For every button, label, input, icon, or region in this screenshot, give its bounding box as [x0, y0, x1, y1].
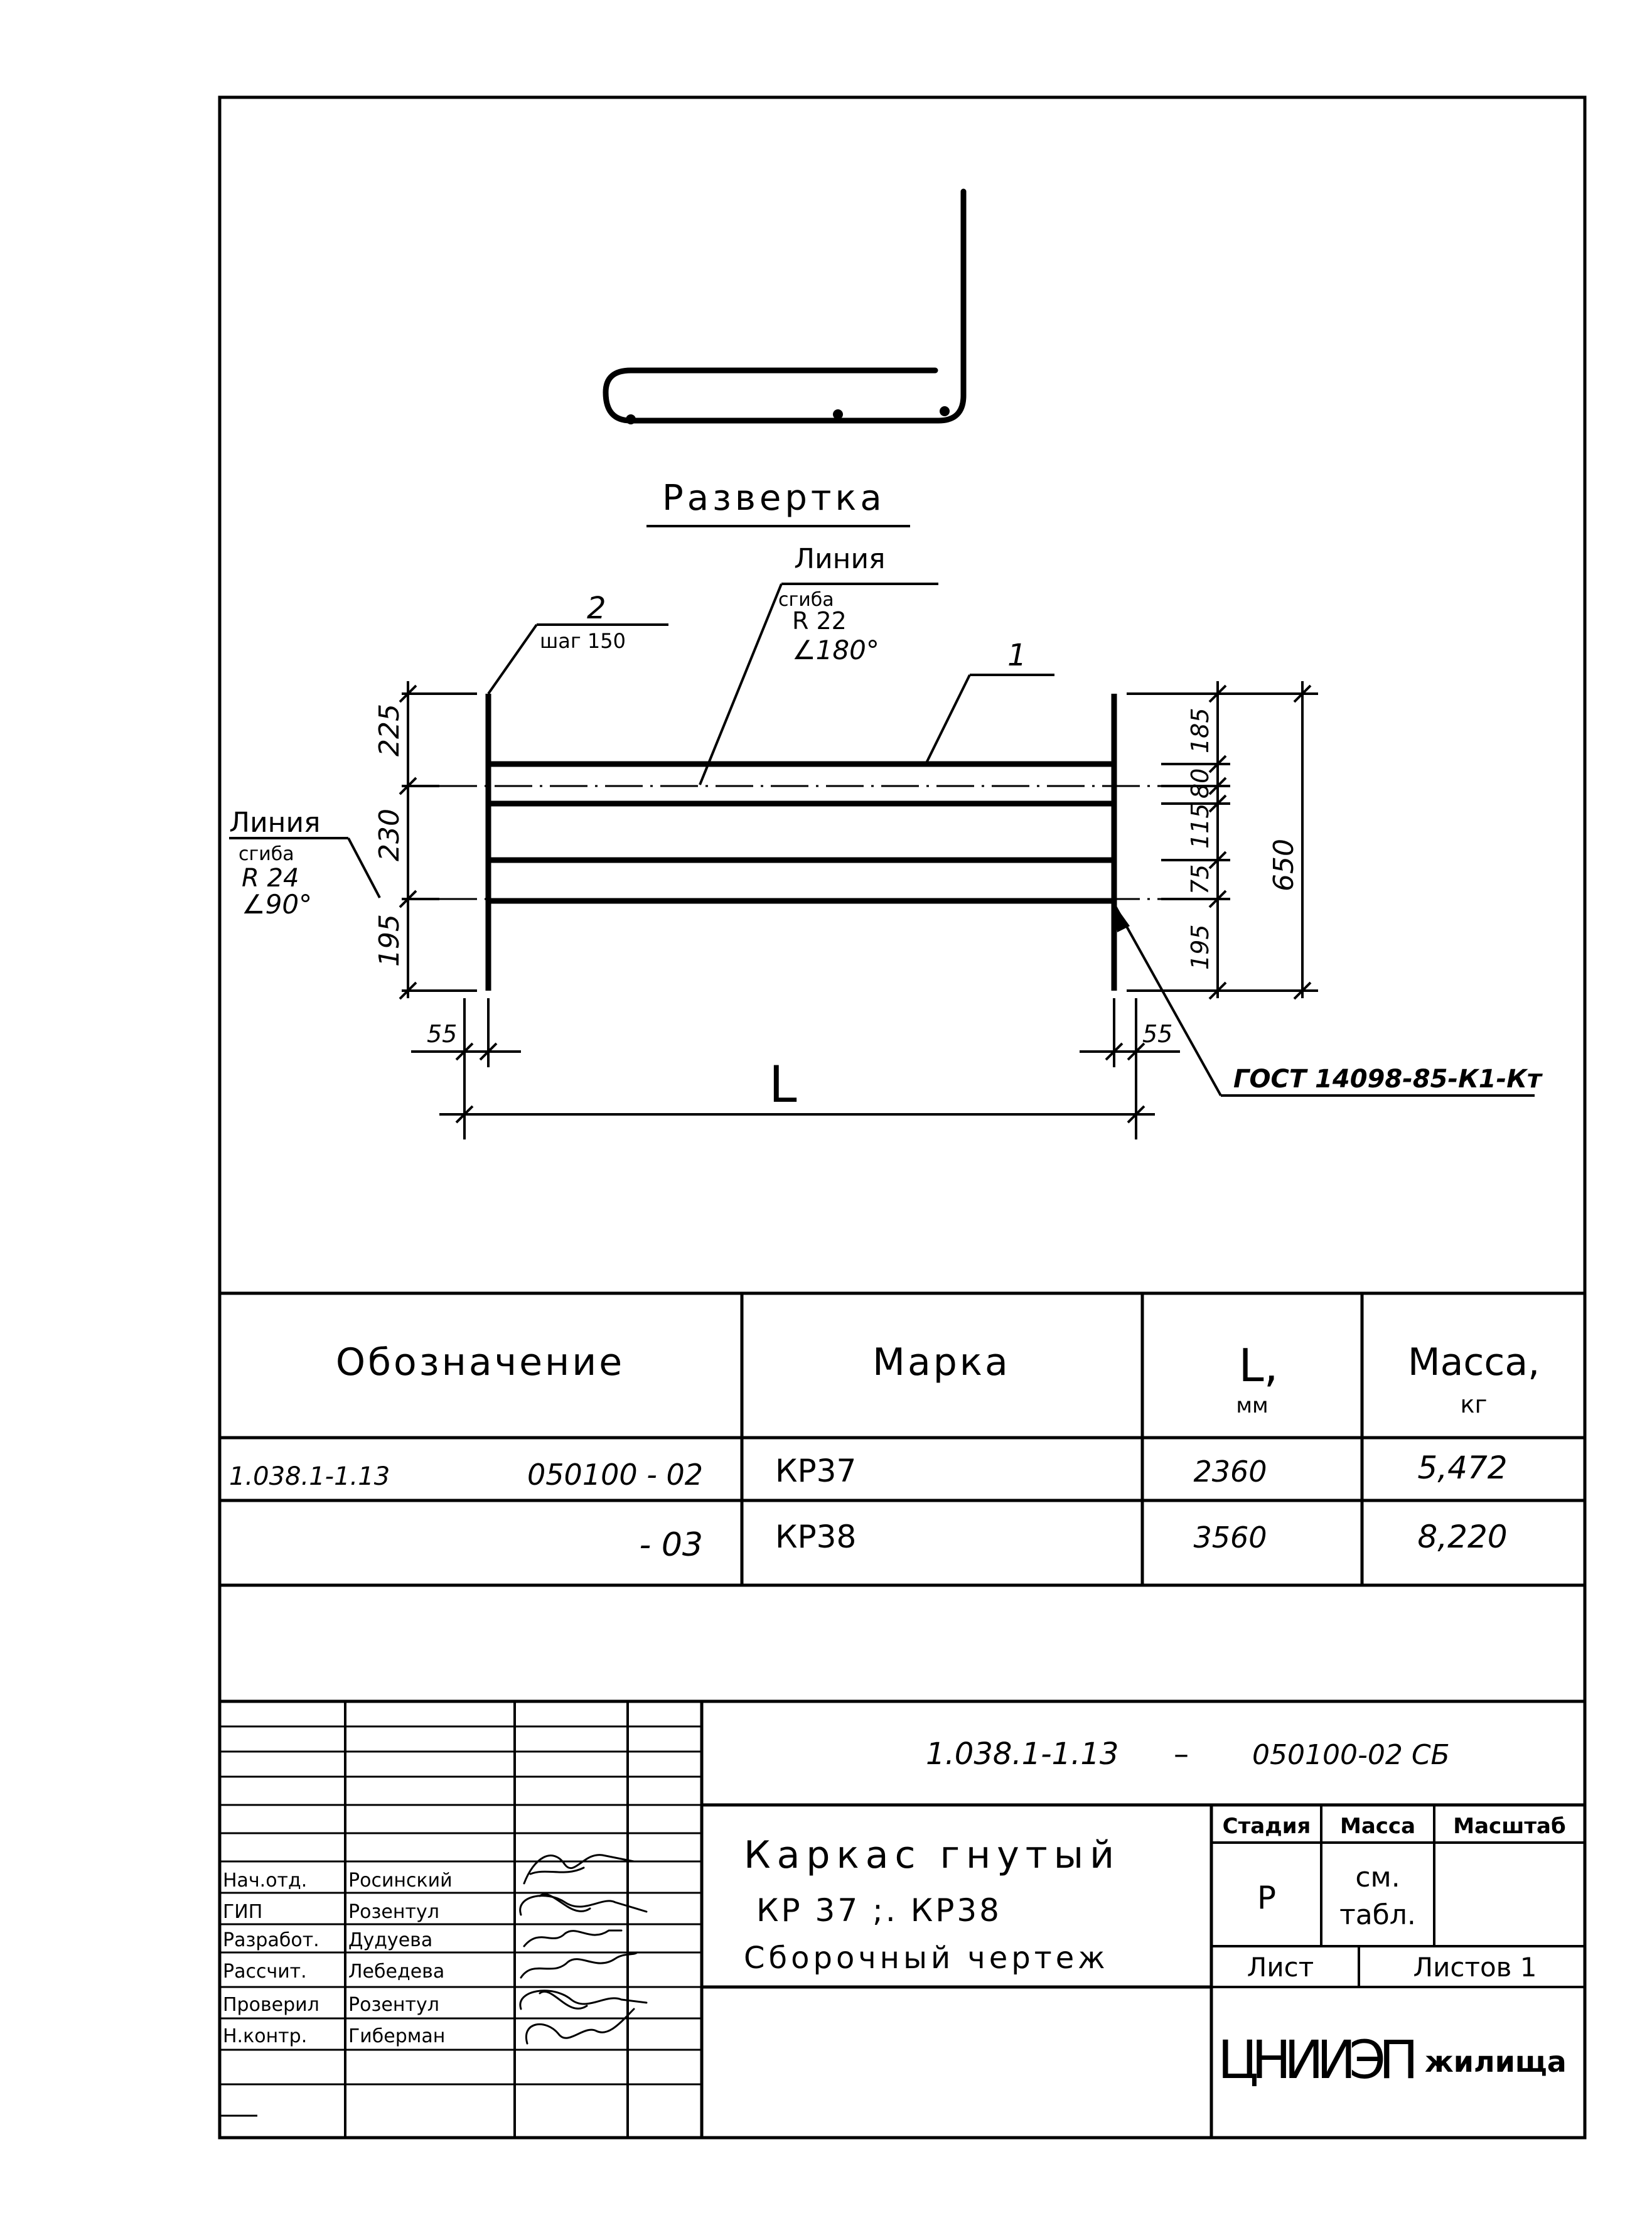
- dim-left-195: 195: [373, 914, 405, 967]
- dim-right-115: 115: [1186, 803, 1214, 849]
- bend-top-sub: сгиба: [778, 589, 834, 611]
- row1-mark: КР37: [775, 1453, 857, 1489]
- pos2-step: шаг 150: [540, 629, 626, 653]
- bend-left-sub: сгиба: [239, 843, 294, 865]
- sig-name-4: Лебедева: [348, 1961, 445, 1983]
- dim-left-chain: [400, 681, 477, 999]
- tb-org-main: ЦНИИЭП: [1218, 2029, 1419, 2091]
- tb-scale-label: Масштаб: [1453, 1814, 1566, 1839]
- header-mass-unit: кг: [1460, 1391, 1488, 1418]
- pos2-mark: 2: [587, 591, 606, 626]
- bend-left-angle: ∠90°: [242, 889, 313, 920]
- bend-top-angle: ∠180°: [792, 635, 879, 665]
- row1-suffix: 050100 - 02: [527, 1458, 703, 1492]
- row2-suffix: - 03: [639, 1526, 703, 1564]
- tb-mass-value-2: табл.: [1339, 1899, 1416, 1931]
- dim-55-left: 55: [427, 1020, 458, 1048]
- tb-mass-label: Масса: [1339, 1814, 1416, 1839]
- dim-L: L: [769, 1055, 797, 1114]
- row1-length: 2360: [1193, 1455, 1267, 1489]
- sig-role-3: Разработ.: [223, 1929, 319, 1951]
- spec-table-grid: [220, 1293, 1585, 1585]
- header-length-unit: мм: [1236, 1393, 1268, 1418]
- bend-left-radius: R 24: [242, 864, 299, 893]
- row2-length: 3560: [1193, 1521, 1267, 1554]
- sig-name-2: Розентул: [348, 1901, 439, 1923]
- row1-mass: 5,472: [1417, 1450, 1508, 1486]
- dim-left-225: 225: [373, 704, 405, 757]
- bend-top-radius: R 22: [792, 607, 847, 635]
- sig-role-5: Проверил: [223, 1994, 319, 2016]
- sig-name-1: Росинский: [348, 1870, 453, 1892]
- dim-right-75: 75: [1186, 864, 1214, 895]
- tb-signatures: [223, 1870, 453, 2047]
- dim-left-230: 230: [373, 809, 405, 861]
- unfold-title: Развертка: [662, 478, 886, 519]
- leader-pos1: [926, 675, 1054, 764]
- row2-mass: 8,220: [1417, 1519, 1508, 1555]
- tb-sheets-label: Листов 1: [1413, 1952, 1537, 1983]
- sig-role-2: ГИП: [223, 1901, 263, 1923]
- tb-stage-label: Стадия: [1222, 1814, 1311, 1839]
- bend-top-word: Линия: [794, 543, 886, 575]
- tb-object-line3: Сборочный чертеж: [744, 1941, 1109, 1976]
- header-mass: Масса,: [1407, 1340, 1540, 1384]
- tb-mass-value-1: см.: [1355, 1861, 1400, 1893]
- tb-doc-code: 1.038.1-1.13: [926, 1737, 1119, 1772]
- sig-role-1: Нач.отд.: [223, 1870, 308, 1892]
- tb-sheet-label: Лист: [1247, 1952, 1314, 1983]
- pos1-mark: 1: [1007, 638, 1027, 673]
- cage-bars: [488, 694, 1114, 991]
- sig-name-6: Гиберман: [348, 2025, 446, 2047]
- tb-dash: –: [1174, 1737, 1189, 1772]
- dim-right-80: 80: [1186, 768, 1214, 799]
- header-designation: Обозначение: [335, 1340, 625, 1384]
- sig-name-3: Дудуева: [348, 1929, 433, 1951]
- row2-mark: КР38: [775, 1519, 857, 1555]
- row1-code: 1.038.1-1.13: [229, 1462, 390, 1491]
- sig-role-6: Н.контр.: [223, 2025, 308, 2047]
- dim-right-195: 195: [1186, 924, 1214, 970]
- sig-role-4: Рассчит.: [223, 1961, 307, 1983]
- header-length: L,: [1238, 1339, 1279, 1392]
- tb-object-line2: КР 37 ;. КР38: [756, 1892, 1002, 1929]
- tb-org-sub: жилища: [1425, 2045, 1567, 2079]
- dim-right-185: 185: [1186, 708, 1214, 753]
- sig-name-5: Розентул: [348, 1994, 439, 2016]
- tb-object-line1: Каркас гнутый: [744, 1833, 1121, 1877]
- dim-total-650: 650: [1268, 839, 1300, 891]
- tb-doc-number: 050100-02 СБ: [1252, 1739, 1450, 1771]
- bent-bar-view: [606, 191, 963, 421]
- gost-label: ГОСТ 14098-85-К1-Кт: [1233, 1065, 1542, 1094]
- header-mark: Марка: [872, 1340, 1011, 1384]
- dim-55-right: 55: [1142, 1020, 1173, 1048]
- tb-stage-value: Р: [1257, 1880, 1277, 1916]
- bend-left-word: Линия: [229, 807, 321, 839]
